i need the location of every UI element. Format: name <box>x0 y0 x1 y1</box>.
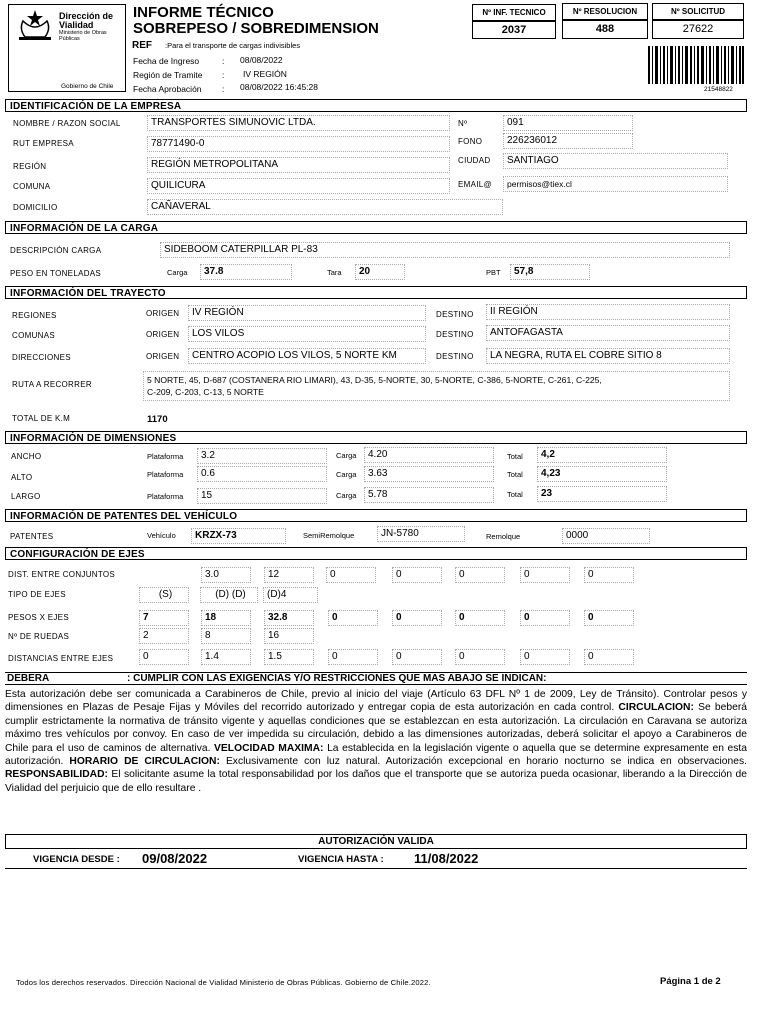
distancia-cell: 0 <box>455 649 505 665</box>
nombre-label: NOMBRE / RAZON SOCIAL <box>13 119 121 128</box>
vehiculo-label: Vehículo <box>147 531 176 540</box>
fono-label: FONO <box>458 137 483 146</box>
distancia-cell: 1.5 <box>264 649 314 665</box>
vigencia-desde: 09/08/2022 <box>142 851 208 866</box>
ciudad-label: CIUDAD <box>458 156 491 165</box>
origen-label: ORIGEN <box>146 330 180 339</box>
debera-text: : CUMPLIR CON LAS EXIGENCIAS Y/O RESTRICCIONES QUE MAS ABAJO SE INDICAN: <box>127 673 547 684</box>
largo-label: LARGO <box>11 492 41 501</box>
peso-label: PESO EN TONELADAS <box>10 269 102 278</box>
condition-p2: Se beberá cumplir estrictamente la normativa de tránsito vigente y aquellas condiciones que se establezcan en esta autorización. La circulación en Caravana se autoriza máximo tres vehículos por convoy. En caso de ver impedida su circulación, debido a las dimensiones autorizadas, deberá solicitar el apoyo a Carabineros de Chile para el uso de caminos de alternativa. <box>5 702 747 754</box>
region-tramite: IV REGIÓN <box>243 69 287 79</box>
comuna-field: QUILICURA <box>147 178 450 194</box>
ancho-plataforma: 3.2 <box>197 448 327 464</box>
largo-carga: 5.78 <box>364 487 494 503</box>
destino-label: DESTINO <box>436 352 474 361</box>
conditions-paragraph <box>5 688 747 795</box>
comunas-label: COMUNAS <box>12 331 55 340</box>
destino-label: DESTINO <box>436 330 474 339</box>
ruedas-cell: 2 <box>139 628 189 644</box>
fecha-aprobacion: 08/08/2022 16:45:28 <box>240 82 318 92</box>
comuna-destino-field: ANTOFAGASTA <box>486 325 730 341</box>
vigencia-hasta-label: VIGENCIA HASTA : <box>298 854 384 865</box>
section-ejes: CONFIGURACIÓN DE EJES <box>5 547 747 560</box>
dist-cell: 0 <box>584 567 634 583</box>
direccion-origen-field: CENTRO ACOPIO LOS VILOS, 5 NORTE KM <box>188 348 426 364</box>
org-name-4: Públicas <box>59 36 80 42</box>
section-trayecto: INFORMACIÓN DEL TRAYECTO <box>5 286 747 299</box>
origen-label: ORIGEN <box>146 309 180 318</box>
email-field: permisos@tiex.cl <box>503 176 728 192</box>
carga-label: Carga <box>167 268 188 277</box>
tara-field: 20 <box>355 264 405 280</box>
destino-label: DESTINO <box>436 310 474 319</box>
desc-carga-label: DESCRIPCIÓN CARGA <box>10 246 102 255</box>
pesos-ejes-label: PESOS X EJES <box>8 613 69 622</box>
ciudad-field: SANTIAGO <box>503 153 728 169</box>
section-empresa: IDENTIFICACIÓN DE LA EMPRESA <box>5 99 747 112</box>
debera-label: DEBERA <box>7 673 50 684</box>
direccion-destino-field: LA NEGRA, RUTA EL COBRE SITIO 8 <box>486 348 730 364</box>
title-line-2: SOBREPESO / SOBREDIMENSION <box>133 20 379 37</box>
carga-field: 37.8 <box>200 264 292 280</box>
peso-cell: 0 <box>584 610 634 626</box>
region-origen-field: IV REGIÓN <box>188 305 426 321</box>
resolucion-value: 488 <box>562 20 648 39</box>
condition-p5: El solicitante asume la total responsabilidad por los daños que el transporte que se autoriza pueda ocasionar, liberando a la Dirección de Vialidad del perjuicio que de ello resultare . <box>5 769 747 794</box>
alto-total: 4,23 <box>537 466 667 482</box>
inf-tecnico-header: Nº INF. TECNICO <box>472 4 556 21</box>
ref-label: REF <box>132 40 152 51</box>
carga-label: Carga <box>336 470 357 479</box>
distancia-cell: 0 <box>139 649 189 665</box>
page-number: Página 1 de 2 <box>660 976 721 987</box>
peso-cell: 32.8 <box>264 610 314 626</box>
chile-coat-of-arms-icon <box>15 7 55 41</box>
gov-label: Gobierno de Chile <box>61 83 114 90</box>
total-label: Total <box>507 470 523 479</box>
comuna-label: COMUNA <box>13 182 51 191</box>
domicilio-label: DOMICILIO <box>13 203 58 212</box>
vigencia-hasta: 11/08/2022 <box>414 851 479 866</box>
horario-key: HORARIO DE CIRCULACION: <box>69 756 220 768</box>
peso-cell: 0 <box>520 610 570 626</box>
distancia-cell: 0 <box>328 649 378 665</box>
desc-carga-field: SIDEBOOM CATERPILLAR PL-83 <box>160 242 730 258</box>
carga-label: Carga <box>336 491 357 500</box>
ruta-field <box>143 371 730 401</box>
pbt-label: PBT <box>486 268 501 277</box>
n-label: Nº <box>458 119 468 128</box>
alto-label: ALTO <box>11 473 33 482</box>
ruedas-cell: 8 <box>201 628 251 644</box>
section-carga: INFORMACIÓN DE LA CARGA <box>5 221 747 234</box>
ruta-line-2: C-209, C-203, C-13, 5 NORTE <box>147 387 264 397</box>
barcode <box>648 46 744 84</box>
barcode-number: 21548822 <box>704 86 733 93</box>
org-name-2: Vialidad <box>59 20 94 30</box>
tipo-cell: (D) (D) <box>200 587 258 603</box>
circulacion-key: CIRCULACION: <box>618 702 694 714</box>
colon: : <box>222 84 225 94</box>
plataforma-label: Plataforma <box>147 470 184 479</box>
solicitud-value: 27622 <box>652 20 744 39</box>
region-destino-field: II REGIÓN <box>486 304 730 320</box>
condition-p4: Exclusivamente con luz natural. Autorización excepcional en horario nocturno se indica en observaciones. <box>225 756 747 768</box>
n-field: 091 <box>503 115 633 131</box>
origen-label: ORIGEN <box>146 352 180 361</box>
logo-box <box>8 4 126 92</box>
dist-cell: 12 <box>264 567 314 583</box>
dist-cell: 0 <box>455 567 505 583</box>
autorizacion-title: AUTORIZACIÓN VALIDA <box>5 834 747 849</box>
title-line-1: INFORME TÉCNICO <box>133 4 274 21</box>
dist-conjuntos-label: DIST. ENTRE CONJUNTOS <box>8 570 116 579</box>
alto-plataforma: 0.6 <box>197 466 327 482</box>
dist-cell: 3.0 <box>201 567 251 583</box>
nombre-field: TRANSPORTES SIMUNOVIC LTDA. <box>147 115 450 131</box>
inf-tecnico-value: 2037 <box>472 21 556 39</box>
responsabilidad-key: RESPONSABILIDAD: <box>5 769 108 781</box>
debera-bar <box>5 672 747 685</box>
velocidad-key: VELOCIDAD MAXIMA: <box>214 742 324 754</box>
ruta-line-1: 5 NORTE, 45, D-687 (COSTANERA RIO LIMARI), 43, D-35, 5-NORTE, 30, 5-NORTE, C-386, 5-NORTE, C-261, C-225, <box>147 375 602 385</box>
tipo-ejes-label: TIPO DE EJES <box>8 590 66 599</box>
remolque-field: 0000 <box>562 528 650 544</box>
region-label: REGIÓN <box>13 162 47 171</box>
tipo-cell: (S) <box>139 587 189 603</box>
fecha-aprobacion-label: Fecha Aprobación <box>133 84 202 94</box>
vigencia-desde-label: VIGENCIA DESDE : <box>33 854 120 865</box>
tipo-cell: (D)4 <box>263 587 318 603</box>
condition-p1: Esta autorización debe ser comunicada a Carabineros de Chile, previo al inicio del viaje (Artículo 63 DFL Nº 1 de 2009, Ley de Tránsito). Controlar pesos y dimensiones en Plazas de Pesaje Fijas y Móviles del recorrido autorizado y entregar copia de esta autorización en cada control. <box>5 689 747 714</box>
total-label: Total <box>507 490 523 499</box>
carga-label: Carga <box>336 451 357 460</box>
fecha-ingreso-label: Fecha de Ingreso <box>133 56 200 66</box>
ancho-carga: 4.20 <box>364 447 494 463</box>
dist-cell: 0 <box>520 567 570 583</box>
region-tramite-label: Región de Tramite <box>133 70 203 80</box>
peso-cell: 18 <box>201 610 251 626</box>
ruedas-label: Nº DE RUEDAS <box>8 632 70 641</box>
footer-text: Todos los derechos reservados. Dirección Nacional de Vialidad Ministerio de Obras Públicas. Gobierno de Chile.2022. <box>16 978 431 987</box>
region-field: REGIÓN METROPOLITANA <box>147 157 450 173</box>
total-km-label: TOTAL DE K.M <box>12 414 71 423</box>
vigencia-bar <box>5 849 747 869</box>
vehiculo-field: KRZX-73 <box>191 528 286 544</box>
semiremolque-label: SemiRemolque <box>303 531 355 540</box>
distancias-ejes-label: DISTANCIAS ENTRE EJES <box>8 654 114 663</box>
largo-plataforma: 15 <box>197 488 327 504</box>
direcciones-label: DIRECCIONES <box>12 353 71 362</box>
ancho-total: 4,2 <box>537 447 667 463</box>
pbt-field: 57,8 <box>510 264 590 280</box>
fono-field: 226236012 <box>503 133 633 149</box>
org-name-1: Dirección de <box>59 11 114 21</box>
dist-cell: 0 <box>392 567 442 583</box>
tara-label: Tara <box>327 268 342 277</box>
alto-carga: 3.63 <box>364 466 494 482</box>
condition-p3: La establecida en la legislación vigente o aquella que se determine expresamente en esta autorización. <box>5 742 747 768</box>
plataforma-label: Plataforma <box>147 452 184 461</box>
rut-label: RUT EMPRESA <box>13 139 74 148</box>
comuna-origen-field: LOS VILOS <box>188 326 426 342</box>
ancho-label: ANCHO <box>11 452 42 461</box>
colon: : <box>222 56 225 66</box>
distancia-cell: 0 <box>584 649 634 665</box>
ref-text: :Para el transporte de cargas indivisibles <box>165 41 301 50</box>
fecha-ingreso: 08/08/2022 <box>240 55 283 65</box>
section-dimensiones: INFORMACIÓN DE DIMENSIONES <box>5 431 747 444</box>
email-label: EMAIL@ <box>458 180 492 189</box>
peso-cell: 0 <box>392 610 442 626</box>
domicilio-field: CAÑAVERAL <box>147 199 503 215</box>
section-patentes: INFORMACIÓN DE PATENTES DEL VEHÍCULO <box>5 509 747 522</box>
peso-cell: 7 <box>139 610 189 626</box>
peso-cell: 0 <box>328 610 378 626</box>
total-label: Total <box>507 452 523 461</box>
ruta-label: RUTA A RECORRER <box>12 380 92 389</box>
resolucion-header: Nº RESOLUCION <box>562 3 648 20</box>
ruedas-cell: 16 <box>264 628 314 644</box>
org-name-3: Ministerio de Obras <box>59 30 107 36</box>
largo-total: 23 <box>537 486 667 502</box>
distancia-cell: 1.4 <box>201 649 251 665</box>
patentes-label: PATENTES <box>10 532 54 541</box>
distancia-cell: 0 <box>520 649 570 665</box>
rut-field: 78771490-0 <box>147 136 450 152</box>
distancia-cell: 0 <box>392 649 442 665</box>
semiremolque-field: JN-5780 <box>377 526 465 542</box>
plataforma-label: Plataforma <box>147 492 184 501</box>
total-km-value: 1170 <box>147 414 168 425</box>
regiones-label: REGIONES <box>12 311 57 320</box>
remolque-label: Remolque <box>486 532 521 541</box>
colon: : <box>222 70 225 80</box>
solicitud-header: Nº SOLICITUD <box>652 3 744 20</box>
peso-cell: 0 <box>455 610 505 626</box>
dist-cell: 0 <box>326 567 376 583</box>
